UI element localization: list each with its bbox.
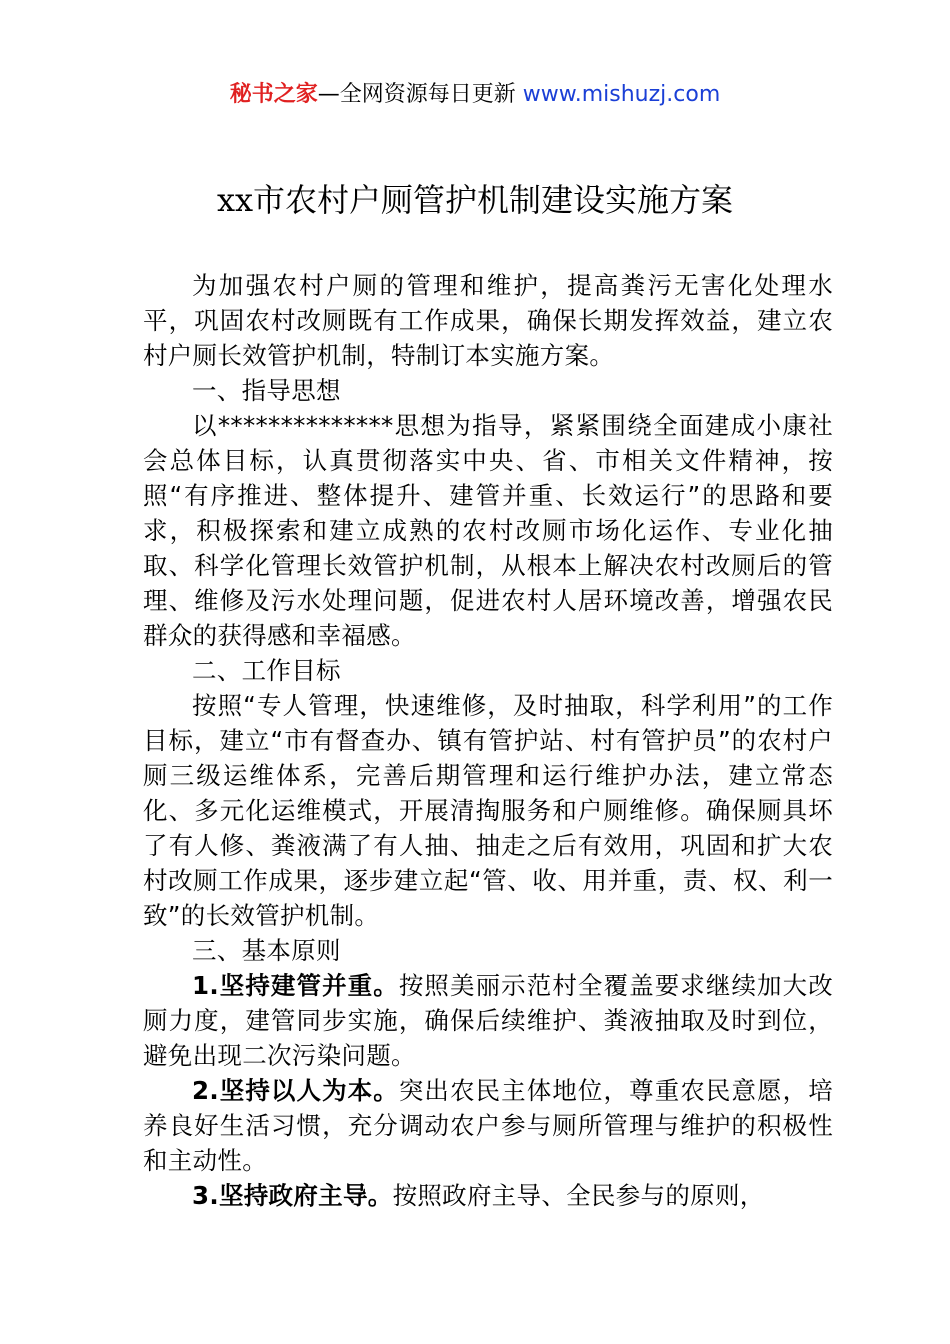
work-goals-paragraph: 按照“专人管理，快速维修，及时抽取，科学利用”的工作目标，建立“市有督查办、镇有管护站、村有管护员”的农村户厕三级运维体系，完善后期管理和运行维护办法，建立常态化、多元化运维模式，开展清掏服务和户厕维修。确保厕具坏了有人修、粪液满了有人抽、抽走之后有效用，巩固和扩大农村改厕工作成果，逐步建立起“管、收、用并重，责、权、利一致”的长效管护机制。 (143, 691, 833, 930)
principle-lead: 3.坚持政府主导。 (192, 1181, 393, 1210)
section-heading-guiding-thought: 一、指导思想 (192, 376, 341, 405)
intro-paragraph: 为加强农村户厕的管理和维护，提高粪污无害化处理水平，巩固农村改厕既有工作成果，确保长期发挥效益，建立农村户厕长效管护机制，特制订本实施方案。 (143, 271, 833, 370)
document-body (143, 268, 833, 1213)
site-brand: 秘书之家 (229, 82, 318, 107)
principle-lead: 1.坚持建管并重。 (192, 971, 399, 1000)
principle-paragraph (143, 968, 833, 1073)
site-url-link[interactable]: www.mishuzj.com (522, 82, 721, 107)
title-prefix: xx (216, 181, 254, 219)
principle-text: 按照政府主导、全民参与的原则， (392, 1181, 765, 1210)
section-heading-basic-principles: 三、基本原则 (192, 936, 341, 965)
site-tagline: —全网资源每日更新 (317, 82, 523, 107)
site-header (0, 80, 950, 110)
principle-paragraph (143, 1073, 833, 1178)
principle-paragraph (143, 1178, 833, 1213)
document-title (0, 178, 950, 222)
principle-text: 突出农民主体地位，尊重农民意愿，培养良好生活习惯，充分调动农户参与厕所管理与维护的积极性和主动性。 (143, 1076, 833, 1175)
principle-text: 按照美丽示范村全覆盖要求继续加大改厕力度，建管同步实施，确保后续维护、粪液抽取及时到位，避免出现二次污染问题。 (143, 971, 833, 1070)
title-main: 市农村户厕管护机制建设实施方案 (253, 181, 734, 219)
principle-lead: 2.坚持以人为本。 (192, 1076, 399, 1105)
guiding-thought-paragraph: 以**************思想为指导，紧紧围绕全面建成小康社会总体目标，认真贯彻落实中央、省、市相关文件精神，按照“有序推进、整体提升、建管并重、长效运行”的思路和要求，积极探索和建立成熟的农村改厕市场化运作、专业化抽取、科学化管理长效管护机制，从根本上解决农村改厕后的管理、维修及污水处理问题，促进农村人居环境改善，增强农民群众的获得感和幸福感。 (143, 411, 833, 650)
section-heading-work-goals: 二、工作目标 (192, 656, 341, 685)
